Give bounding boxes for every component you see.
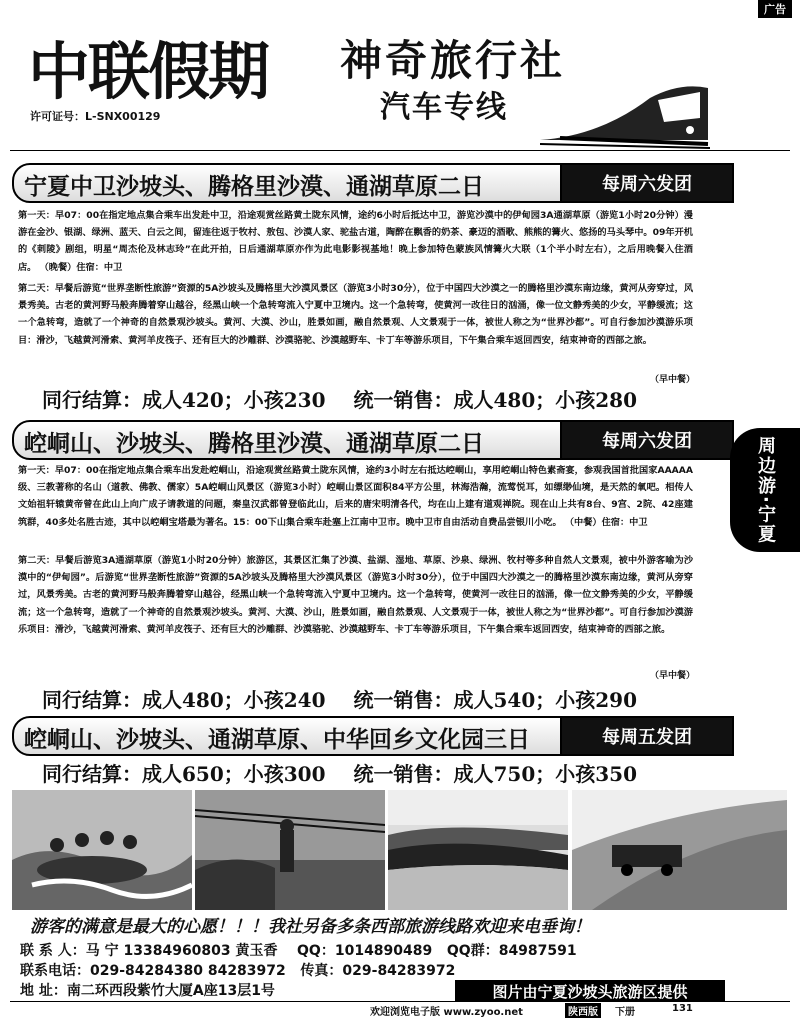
contact-address-row	[20, 980, 275, 1000]
route-title: 崆峒山、沙坡头、通湖草原、中华回乡文化园三日	[24, 727, 530, 753]
route-banner	[12, 163, 734, 203]
label: 联系电话：	[20, 963, 90, 979]
footer-volume: 下册	[615, 1007, 635, 1018]
price-row	[42, 758, 665, 787]
zipline-photo	[195, 790, 385, 910]
section-tab: 周边游·宁夏	[730, 428, 800, 552]
label: 联 系 人：	[20, 943, 86, 959]
brand-line: 汽车专线	[380, 90, 508, 125]
itinerary-day1	[18, 462, 693, 531]
footer-edition: 陕西版	[565, 1003, 601, 1018]
desert-vehicle-photo	[572, 790, 787, 910]
price-row	[42, 384, 665, 413]
retail-price: 统一销售：成人540；小孩290	[353, 688, 637, 712]
contact-person: 马 宁 13384960803 黄玉香	[85, 943, 278, 959]
itinerary-text: 早07：00在指定地点集合乘车出发赴中卫，沿途观赏丝路黄土陇东风情，途约6小时后抵达中卫，游览沙漠中的伊甸园3A通湖草原（游览1小时20分钟）漫游在金沙、银湖、绿洲、蓝天、白云之间，留连往返于牧村、敖包、沙漠人家、驼盐古道，陶醉在飘香的奶茶、豪迈的酒歌、熊熊的篝火、悠扬的马头琴中。09年开机的《刺陵》剧组，明星“周杰伦及林志玲”在此开拍，日后通湖草原亦作为此电影影视基地！晚上参加特色蒙族风情篝火大联（1个半小时左右），之后用晚餐入住酒店。	[18, 210, 693, 273]
label: QQ：	[297, 943, 335, 959]
header-divider	[10, 150, 790, 151]
slogan: 游客的满意是最大的心愿！！！我社另备多条西部旅游线路欢迎来电垂询！	[30, 917, 591, 937]
route-banner	[12, 420, 734, 460]
route-title: 宁夏中卫沙坡头、腾格里沙漠、通湖草原二日	[24, 174, 484, 200]
day-label: 第一天：	[18, 465, 55, 476]
license-number: 许可证号：L-SNX00129	[30, 110, 161, 123]
label: 传真：	[300, 963, 343, 979]
brand-logo: 中联假期	[28, 35, 269, 108]
phone-number: 029-84284380 84283972	[90, 963, 286, 979]
day-label: 第一天：	[18, 210, 55, 221]
trade-price: 同行结算：成人650；小孩300	[42, 762, 326, 786]
photo-credit: 图片由宁夏沙坡头旅游区提供	[455, 980, 725, 1002]
departure-badge: 每周五发团	[560, 716, 734, 756]
qq-number: 1014890489	[334, 943, 433, 959]
itinerary-day1	[18, 207, 693, 276]
retail-price: 统一销售：成人750；小孩350	[353, 762, 637, 786]
desert-lake-photo	[388, 790, 568, 910]
departure-badge: 每周六发团	[560, 163, 734, 203]
route-banner	[12, 716, 734, 756]
ad-tag: 广告	[758, 0, 792, 18]
meal-note: （中餐）住宿：中卫	[564, 516, 648, 528]
itinerary-day2	[18, 280, 693, 349]
day-label: 第二天：	[18, 555, 56, 566]
price-row	[42, 684, 665, 713]
day-label: 第二天：	[18, 283, 55, 294]
meal-note: （早中餐）	[649, 375, 695, 385]
itinerary-day2	[18, 552, 693, 638]
trade-price: 同行结算：成人420；小孩230	[42, 388, 326, 412]
retail-price: 统一销售：成人480；小孩280	[353, 388, 637, 412]
itinerary-text: 早餐后游览“世界垄断性旅游”资源的5A沙坡头及腾格里大沙漠风景区（游览3小时30分），位于中国四大沙漠之一的腾格里沙漠东南边缘，黄河从旁穿过，风景秀美。古老的黄河野马般奔腾着穿山越谷，经黑山峡一个急转弯流入宁夏中卫境内。这一个急转弯，使黄河一改往日的汹涌，像一位文静秀美的少女，平静缓流；这一个急转弯，造就了一个神奇的自然景观沙坡头。黄河、大漠、沙山，胜景如画，融自然景观、人文景观于一体，被世人称之为“世界沙都”。可自行参加沙漠游乐项目：滑沙，飞越黄河滑索、黄河羊皮筏子、还有巨大的沙雕群、沙漠骆驼、沙漠越野车、卡丁车等游乐项目，下午集合乘车返回西安，结束神奇的西部之旅。	[18, 283, 694, 346]
rafting-photo	[12, 790, 192, 910]
train-icon	[540, 78, 710, 150]
meal-note: （晚餐）住宿：中卫	[39, 261, 123, 273]
trade-price: 同行结算：成人480；小孩240	[42, 688, 326, 712]
footer-site: 欢迎浏览电子版 www.zyoo.net	[370, 1007, 523, 1018]
departure-badge: 每周六发团	[560, 420, 734, 460]
label: 地 址：	[20, 983, 67, 999]
page-number: 131	[672, 1003, 693, 1014]
footer-divider	[10, 1001, 790, 1002]
contact-phone-row	[20, 960, 455, 980]
itinerary-text: 早餐后游览3A通湖草原（游览1小时20分钟）旅游区，其景区汇集了沙漠、盐湖、湿地、草原、沙泉、绿洲、牧村等多种自然人文景观，被中外游客喻为沙漠中的“伊甸园”。后游览“世界垄断性旅游”资源的5A沙坡头及腾格里大沙漠风景区（游览3小时30分），位于中国四大沙漠之一的腾格里沙漠东南边缘，黄河从旁穿过，风景秀美。古老的黄河野马般奔腾着穿山越谷，经黑山峡一个急转弯流入宁夏中卫境内。这一个急转弯，使黄河一改往日的汹涌，像一位文静秀美的少女，平静缓流；这一个急转弯，造就了一个神奇的自然景观沙坡头。黄河、大漠、沙山，胜景如画，融自然景观、人文景观于一体，被世人称之为“世界沙都”。可自行参加沙漠游乐项目：滑沙，飞越黄河滑索、黄河羊皮筏子、还有巨大的沙雕群、沙漠骆驼、沙漠越野车、卡丁车等游乐项目，下午集合乘车返回西安，结束神奇的西部之旅。	[18, 555, 694, 635]
meal-note: （早中餐）	[649, 671, 695, 681]
address: 南二环西段紫竹大厦A座13层1号	[66, 983, 275, 999]
route-title: 崆峒山、沙坡头、腾格里沙漠、通湖草原二日	[24, 431, 484, 457]
contact-person-row	[20, 940, 577, 960]
qq-group: 84987591	[498, 943, 577, 959]
label: QQ群：	[446, 943, 499, 959]
brand-subtitle: 神奇旅行社	[340, 36, 566, 85]
itinerary-text: 早07：00在指定地点集合乘车出发赴崆峒山，沿途观赏丝路黄土陇东风情，途约3小时左右抵达崆峒山，享用崆峒山特色素斋宴，参观我国首批国家AAAAA级、三教著称的名山（道教、佛教、儒家）5A崆峒山风景区（游览3小时）崆峒山景区面积84平方公里，林海浩瀚，流莺悦耳，如缥缈仙境，是天然的氧吧。相传人文始祖轩辕黄帝曾在此山上向广成子请教道的问题，秦皇汉武都曾登临此山，后来的唐宋明清各代，均在山上建有道观禅院。现在山上共有8台、9宫、2院、42座建筑群，40多处名胜古迹，其中以崆峒宝塔最为著名。15：00下山集合乘车赴塞上江南中卫市。晚中卫市自由活动自费品尝银川小吃。	[18, 465, 694, 528]
fax-number: 029-84283972	[342, 963, 456, 979]
